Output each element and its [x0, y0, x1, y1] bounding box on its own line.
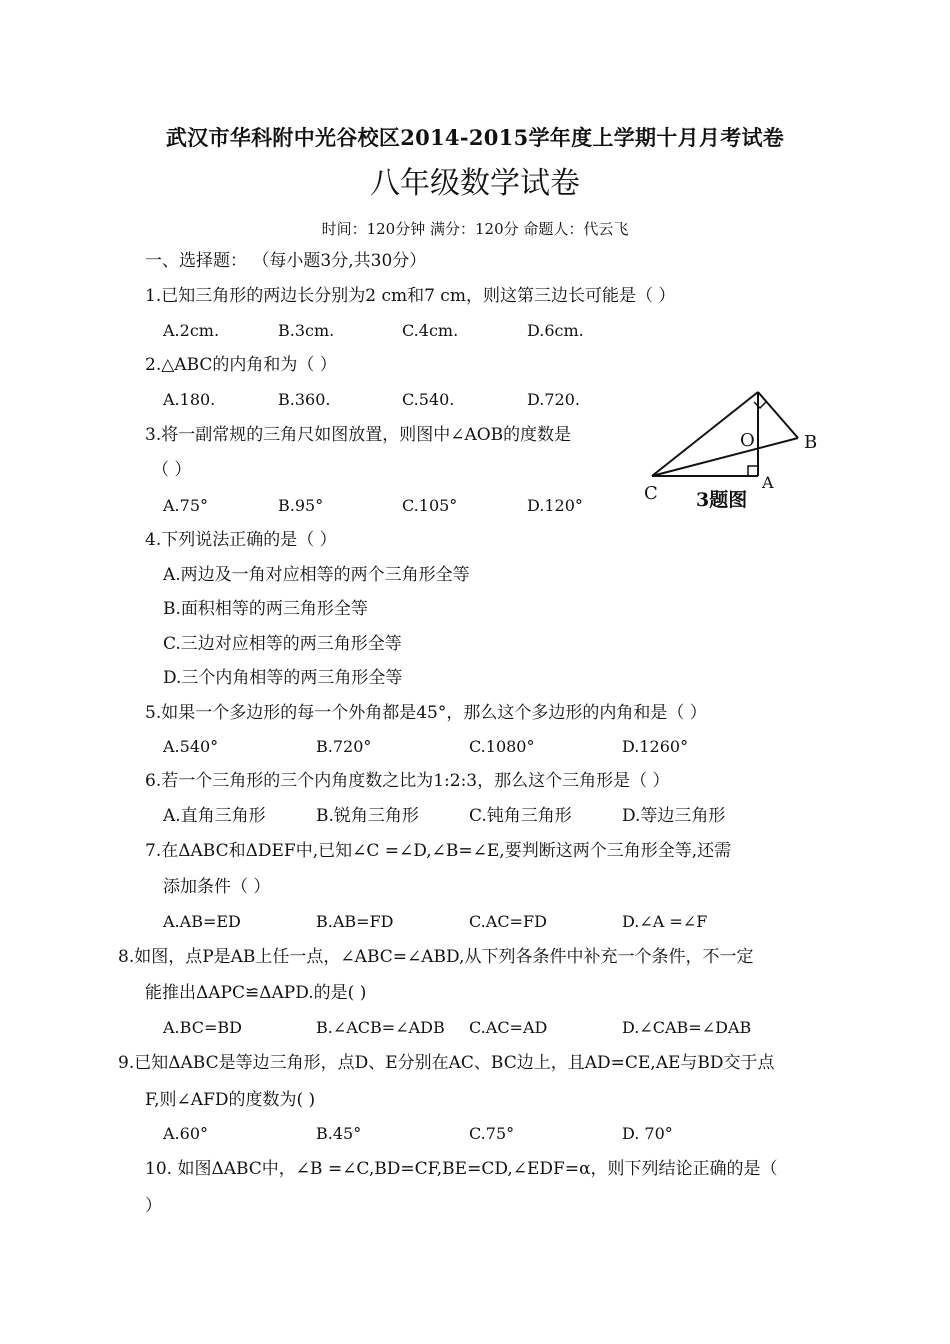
triangle-figure-q3: [630, 380, 830, 515]
subject-title: 八年级数学试卷: [370, 166, 580, 201]
q6-option-d: D.等边三角形: [622, 806, 726, 826]
q2-option-a: A.180.: [163, 390, 216, 409]
q9-option-d: D. 70°: [622, 1124, 673, 1143]
question-5: 5.如果一个多边形的每一个外角都是45°，那么这个多边形的内角和是（ ）: [145, 703, 707, 723]
q1-option-c: C.4cm.: [402, 321, 459, 340]
label-b: B: [804, 432, 818, 453]
q9-option-a: A.60°: [163, 1124, 208, 1143]
q6-option-a: A.直角三角形: [163, 806, 266, 826]
school-title: 武汉市华科附中光谷校区2014-2015学年度上学期十月月考试卷: [165, 125, 785, 150]
segment-c-b: [652, 438, 798, 476]
question-9-cont: F,则∠AFD的度数为( ): [145, 1090, 316, 1110]
question-10-cont: ）: [145, 1196, 162, 1216]
q5-option-c: C.1080°: [469, 737, 535, 756]
question-3-blank: （ ）: [152, 460, 192, 480]
q6-option-b: B.锐角三角形: [316, 806, 419, 826]
figure-caption: 3题图: [696, 489, 748, 511]
q4-option-b: B.面积相等的两三角形全等: [163, 599, 368, 619]
question-1: 1.已知三角形的两边长分别为2 cm和7 cm，则这第三边长可能是（ ）: [145, 286, 676, 306]
q9-option-c: C.75°: [469, 1124, 515, 1143]
q8-option-c: C.AC=AD: [469, 1018, 548, 1037]
right-angle-mark-top: [754, 402, 766, 408]
segment-top-b: [758, 392, 798, 438]
label-o: O: [740, 430, 755, 451]
q1-option-a: A.2cm.: [163, 321, 220, 340]
q1-option-d: D.6cm.: [527, 321, 584, 340]
question-3: 3.将一副常规的三角尺如图放置，则图中∠AOB的度数是: [145, 425, 572, 445]
q3-option-b: B.95°: [278, 496, 324, 515]
q7-option-c: C.AC=FD: [469, 912, 547, 931]
question-9: 9.已知ΔABC是等边三角形，点D、E分别在AC、BC边上，且AD=CE,AE与BD交于点: [118, 1053, 775, 1073]
q2-option-c: C.540.: [402, 390, 455, 409]
right-angle-mark-a: [748, 466, 758, 476]
q8-option-a: A.BC=BD: [163, 1018, 242, 1037]
q2-option-b: B.360.: [278, 390, 331, 409]
q3-option-d: D.120°: [527, 496, 583, 515]
section-heading: 一、选择题： （每小题3分,共30分）: [145, 251, 427, 271]
q7-option-a: A.AB=ED: [163, 912, 241, 931]
q1-option-b: B.3cm.: [278, 321, 335, 340]
q6-option-c: C.钝角三角形: [469, 806, 572, 826]
question-7: 7.在ΔABC和ΔDEF中,已知∠C =∠D,∠B=∠E,要判断这两个三角形全等,还需: [145, 841, 732, 861]
q8-option-b: B.∠ACB=∠ADB: [316, 1018, 445, 1037]
question-7-cont: 添加条件（ ）: [163, 877, 271, 897]
q4-option-d: D.三个内角相等的两三角形全等: [163, 668, 403, 688]
exam-info: 时间：120分钟 满分：120分 命题人：代云飞: [321, 220, 629, 238]
q3-option-a: A.75°: [163, 496, 208, 515]
question-10: 10. 如图ΔABC中，∠B =∠C,BD=CF,BE=CD,∠EDF=α，则下列结论正确的是（: [145, 1159, 778, 1179]
q5-option-a: A.540°: [163, 737, 219, 756]
question-8-cont: 能推出ΔAPC≌ΔAPD.的是( ): [145, 983, 367, 1003]
q2-option-d: D.720.: [527, 390, 580, 409]
q7-option-d: D.∠A =∠F: [622, 912, 708, 931]
q5-option-b: B.720°: [316, 737, 372, 756]
q4-option-c: C.三边对应相等的两三角形全等: [163, 634, 402, 654]
question-6: 6.若一个三角形的三个内角度数之比为1:2:3，那么这个三角形是（ ）: [145, 771, 670, 791]
q9-option-b: B.45°: [316, 1124, 362, 1143]
q5-option-d: D.1260°: [622, 737, 689, 756]
q7-option-b: B.AB=FD: [316, 912, 394, 931]
q4-option-a: A.两边及一角对应相等的两个三角形全等: [163, 565, 470, 585]
question-8: 8.如图，点P是AB上任一点，∠ABC=∠ABD,从下列各条件中补充一个条件，不一定: [118, 947, 754, 967]
q8-option-d: D.∠CAB=∠DAB: [622, 1018, 752, 1037]
question-4: 4.下列说法正确的是（ ）: [145, 530, 337, 550]
label-c: C: [644, 483, 658, 504]
label-a: A: [762, 473, 774, 492]
q3-option-c: C.105°: [402, 496, 458, 515]
question-2: 2.△ABC的内角和为（ ）: [145, 355, 337, 375]
